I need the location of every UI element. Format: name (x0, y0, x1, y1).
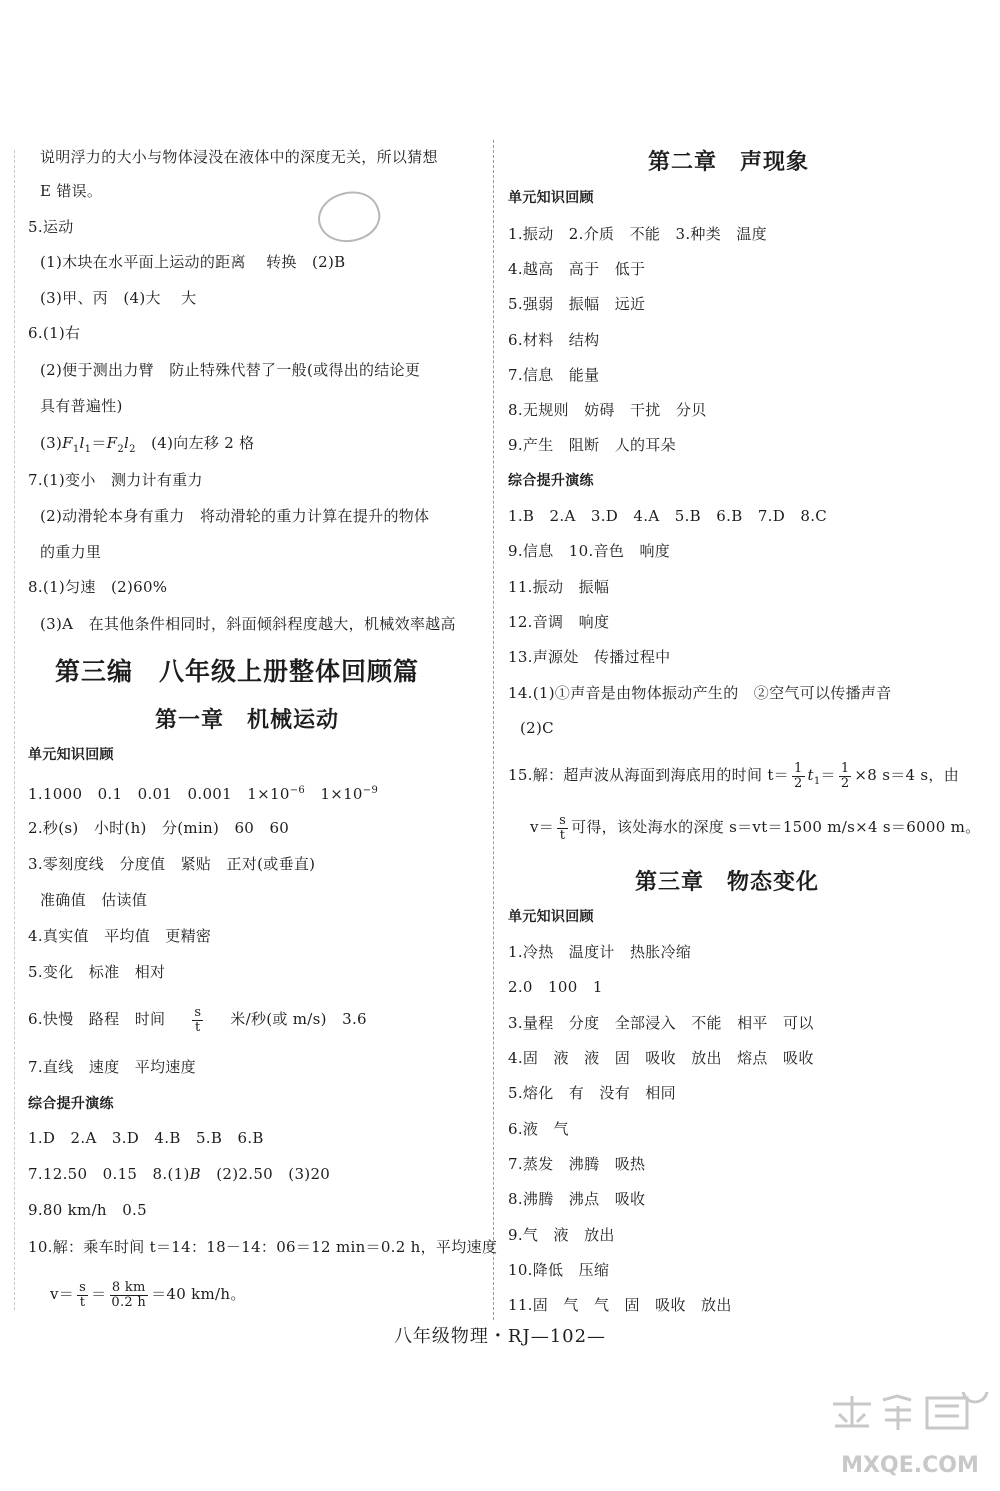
answer-row: 7.12.50 0.15 8.(1)B (2)2.50 (3)20 (28, 1165, 331, 1183)
fraction-s-over-t: $\frac{s}{t}$ (79, 1279, 87, 1310)
answer-c1b: 1×10 (247, 785, 290, 803)
left-line-5: (3)甲、丙 (4)大 大 (40, 289, 197, 307)
left-line-12: 的重力里 (40, 543, 102, 561)
answer-q9: 9.气 液 放出 (508, 1226, 615, 1244)
answer-r2: 4.越高 高于 低于 (508, 260, 646, 278)
chapter-3-title: 第三章 物态变化 (635, 870, 820, 895)
left-line-3: 5.运动 (28, 218, 74, 236)
answer-r7: 9.产生 阻断 人的耳朵 (508, 436, 676, 454)
left-line-6: 6.(1)右 (28, 324, 81, 342)
svg-text:MXQE.COM: MXQE.COM (841, 1453, 979, 1478)
section-review-1: 单元知识回顾 (28, 747, 114, 763)
section-practice-2: 综合提升演练 (508, 473, 594, 489)
answer-q8: 8.沸腾 沸点 吸收 (508, 1190, 646, 1208)
exponent: −6 (289, 785, 306, 796)
answer-c1c: 1×10 (320, 785, 363, 803)
left-line-14: (3)A 在其他条件相同时，斜面倾斜程度越大，机械效率越高 (40, 615, 456, 633)
page-footer: 八年级物理・RJ—102— (393, 1326, 607, 1347)
depth-formula-line: v＝ $\frac{s}{t}$ 可得，该处海水的深度 s＝vt＝1500 m/s×4 s＝6000 m。 (530, 812, 981, 843)
answer-q6: 6.液 气 (508, 1120, 569, 1138)
answer-d4: 10.解：乘车时间 t＝14：18－14：06＝12 min＝0.2 h，平均速度 (28, 1238, 498, 1256)
answer-q1: 1.冷热 温度计 热胀冷缩 (508, 943, 692, 961)
column-divider (493, 140, 494, 1320)
speed-formula-line: v＝ $\frac{s}{t}$ ＝ $\frac{8 km}{0.2 h}$ ＝40 km/h。 (50, 1279, 246, 1310)
watermark-logo (825, 1392, 995, 1487)
answer-d3: 9.80 km/h 0.5 (28, 1201, 147, 1219)
section-practice-1: 综合提升演练 (28, 1096, 114, 1112)
answer-q5: 5.熔化 有 没有 相同 (508, 1084, 676, 1102)
answer-r1: 1.振动 2.介质 不能 3.种类 温度 (508, 225, 767, 243)
fraction-8km-over-02h: $\frac{8 km}{0.2 h}$ (111, 1279, 147, 1310)
fraction-s-over-t: $\frac{s}{t}$ (194, 1004, 202, 1035)
lever-formula-line: $(3)F_1l_1=F_2l_2$ (4)向左移 2 格 (40, 434, 255, 455)
answer-q4: 4.固 液 液 固 吸收 放出 熔点 吸收 (508, 1049, 814, 1067)
answer-c5: 4.真实值 平均值 更精密 (28, 927, 212, 945)
answer-r12: 13.声源处 传播过程中 (508, 648, 671, 666)
exponent: −9 (362, 785, 379, 796)
fraction-s-over-t: $\frac{s}{t}$ (559, 812, 567, 843)
answer-q3: 3.量程 分度 全部浸入 不能 相平 可以 (508, 1014, 814, 1032)
answer-row (28, 781, 378, 804)
left-line-10: 7.(1)变小 测力计有重力 (28, 471, 203, 489)
answer-row (28, 1004, 367, 1035)
answer-d1: 1.D 2.A 3.D 4.B 5.B 6.B (28, 1129, 264, 1147)
answer-r11: 12.音调 响度 (508, 613, 610, 631)
left-line-7: (2)便于测出力臂 防止特殊代替了一般(或得出的结论更 (40, 361, 421, 379)
left-line-11: (2)动滑轮本身有重力 将动滑轮的重力计算在提升的物体 (40, 507, 430, 525)
stamp-seal (312, 184, 386, 251)
answer-q11: 11.固 气 气 固 吸收 放出 (508, 1296, 732, 1314)
page-edge-line (14, 150, 15, 1310)
answer-c7b: 米/秒(或 m/s) 3.6 (230, 1010, 367, 1028)
part-title: 第三编 八年级上册整体回顾篇 (55, 657, 420, 686)
left-line-1: 说明浮力的大小与物体浸没在液体中的深度无关，所以猜想 (40, 148, 438, 166)
answer-r13: 14.(1)①声音是由物体振动产生的 ②空气可以传播声音 (508, 684, 892, 702)
left-line-9: (4)向左移 2 格 (151, 434, 255, 452)
answer-c6: 5.变化 标准 相对 (28, 963, 166, 981)
answer-r4: 6.材料 结构 (508, 331, 600, 349)
time-formula-line: 15.解：超声波从海面到海底用的时间 t＝ $\frac{1}{2}$ $t_1=$ $\frac{1}{2}$ ×8 s＝4 s，由 (508, 760, 960, 791)
answer-r9: 9.信息 10.音色 响度 (508, 542, 671, 560)
answer-q7: 7.蒸发 沸腾 吸热 (508, 1155, 646, 1173)
left-line-2: E 错误。 (40, 182, 103, 200)
fraction-one-half: $\frac{1}{2}$ (793, 760, 803, 791)
answer-c7a: 6.快慢 路程 时间 (28, 1010, 166, 1028)
answer-d2: 7.12.50 0.15 8.(1) (28, 1165, 190, 1183)
left-line-8: 具有普遍性) (40, 397, 123, 415)
left-line-4: (1)木块在水平面上运动的距离 转换 (2)B (40, 253, 346, 271)
answer-r10: 11.振动 振幅 (508, 578, 610, 596)
answer-r5: 7.信息 能量 (508, 366, 600, 384)
answer-r14: (2)C (520, 719, 554, 737)
chapter-1-title: 第一章 机械运动 (155, 708, 340, 733)
answer-c2: 2.秒(s) 小时(h) 分(min) 60 60 (28, 819, 290, 837)
section-review-2: 单元知识回顾 (508, 190, 594, 206)
answer-c1: 1.1000 0.1 0.01 0.001 (28, 785, 232, 803)
answer-c3: 3.零刻度线 分度值 紧贴 正对(或垂直) (28, 855, 316, 873)
answer-r3: 5.强弱 振幅 远近 (508, 295, 646, 313)
fraction-one-half: $\frac{1}{2}$ (840, 760, 850, 791)
chapter-2-title: 第二章 声现象 (648, 150, 810, 175)
left-line-13: 8.(1)匀速 (2)60% (28, 578, 168, 596)
answer-d2b: (2)2.50 (3)20 (216, 1165, 331, 1183)
answer-r6: 8.无规则 妨碍 干扰 分贝 (508, 401, 707, 419)
answer-c8: 7.直线 速度 平均速度 (28, 1058, 196, 1076)
section-review-3: 单元知识回顾 (508, 909, 594, 925)
answer-c4: 准确值 估读值 (40, 891, 148, 909)
answer-q10: 10.降低 压缩 (508, 1261, 610, 1279)
answer-r8: 1.B 2.A 3.D 4.A 5.B 6.B 7.D 8.C (508, 507, 828, 525)
answer-q2: 2.0 100 1 (508, 978, 603, 996)
